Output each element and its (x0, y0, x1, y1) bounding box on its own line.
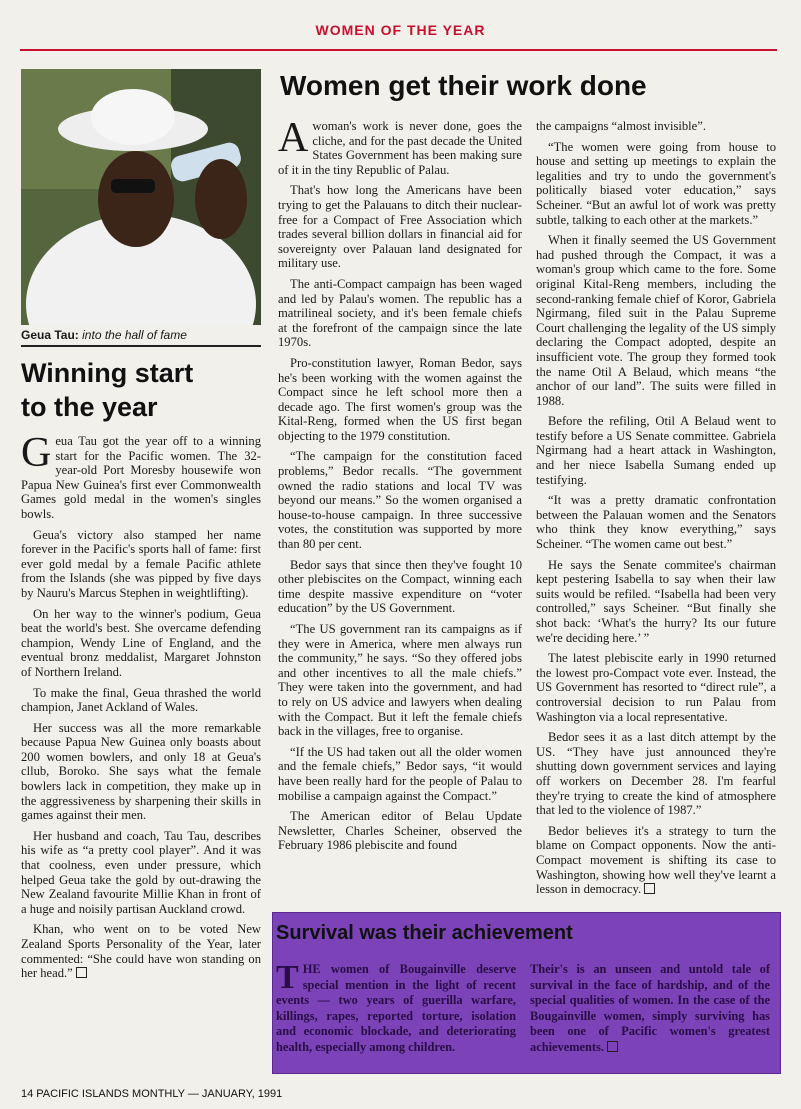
article-paragraph: The latest plebiscite early in 1990 returned the lowest pro-Compact vote ever. Instead, the US Government has resorted to “direct rule”, a controversial decision to run Palau from Washington via a local representative. (536, 651, 776, 724)
article-paragraph: Before the refiling, Otil A Belaud went to testify before a US Senate committee. Gabriela Ngirmang had a heart attack in Washington, and her niece Isabella Sumang ended up testifying. (536, 414, 776, 487)
end-mark-icon (76, 967, 87, 978)
sidebar-paragraph: On her way to the winner's podium, Geua beat the world's best. She overcame defending champion, Wendy Line of England, and the eventual bronz meddalist, Margaret Johnston of Northern Ireland. (21, 606, 261, 679)
article-paragraph: the campaigns “almost invisible”. (536, 119, 706, 133)
box-drop-cap: T (276, 959, 299, 996)
article-column-1 (278, 115, 522, 859)
section-header: WOMEN OF THE YEAR (315, 22, 486, 38)
article-paragraph: Bedor sees it as a last ditch attempt by the US. “They have just announced they're shutting down government services and laying off workers on December 28. I'm fearful they're trying to create the kind of atmosphere that led to the violence of 1987.” (536, 730, 776, 818)
article-paragraph: “The campaign for the constitution faced problems,” Bedor recalls. “The government owned the radio stations and local TV was beyond our means.” So the women organised a house-to-house campaign. In three successive votes, the constitution was supported by more than 80 per cent. (278, 449, 522, 552)
photo-caption (21, 328, 261, 342)
sidebar-body (21, 430, 261, 987)
article-drop-cap: A (278, 115, 309, 161)
sidebar-paragraph: To make the final, Geua thrashed the world champion, Janet Ackland of Wales. (21, 685, 261, 715)
article-paragraph: Bedor believes it's a strategy to turn the blame on Compact opponents. Now the anti-Compact movement is shifting its case to Washington, showing how well they've learnt a lesson in democracy. (536, 823, 776, 897)
article-paragraph: He says the Senate commitee's chairman kept pestering Isabella to say when their law suits would be refiled. “Isabella had been very controlled,” says Scheiner. “But finally she shot back: ‘What's the hurry? Its our future we're deciding here.’ ” (536, 557, 776, 645)
photo-geua-tau (21, 69, 261, 325)
box-headline: Survival was their achievement (276, 922, 573, 944)
article-paragraph: “The women were going from house to house and setting up meetings to explain the legalities and try to undo the government's politically biased voter education,” says Scheiner. “But an awful lot of work was pretty subtle, talking to each other at the markets.” (536, 139, 776, 227)
article-paragraph: “If the US had taken out all the older women and the female chiefs,” Bedor says, “it would have been really hard for the people of Palau to mobilise a campaign against the Compact.” (278, 744, 522, 803)
sidebar-paragraph: Geua's victory also stamped her name forever in the Pacific's sports hall of fame: first ever gold medal by a female Pacific athlete from the Islands (she was pipped by five days by Nauru's Marcus Stephen in weightlifting). (21, 527, 261, 600)
caption-name: Geua Tau: (21, 328, 79, 342)
article-paragraph: The anti-Compact campaign has been waged and led by Palau's women. The republic has a matrilineal society, and it's been female chiefs at the forefront of the campaign since the late 1970s. (278, 276, 522, 350)
article-headline: Women get their work done (280, 70, 647, 101)
box-column-1: THE women of Bougainville deserve special mention in the light of recent events — two years of guerilla warfare, killings, rapes, reported torture, isolation and economic blockade, and deteriorating health, especially among children. (276, 959, 516, 1054)
sidebar-paragraph: Geua Tau got the year off to a winning start for the Pacific women. The 32-year-old Port Moresby housewife won Papua New Guinea's first ever Commonwealth Games gold medal in the women's singles bowls. (21, 430, 261, 521)
sidebar-headline-line2: to the year (21, 392, 158, 422)
caption-text: into the hall of fame (82, 328, 187, 342)
page-footer: 14 PACIFIC ISLANDS MONTHLY — JANUARY, 1991 (21, 1088, 283, 1100)
caption-rule (21, 345, 261, 347)
article-paragraph: Bedor says that since then they've fought 10 other plebiscites on the Compact, winning each time despite massive expenditure on “voter education” by the US Government. (278, 557, 522, 616)
sidebar-drop-cap: G (21, 430, 52, 476)
article-paragraph: The American editor of Belau Update Newsletter, Charles Scheiner, observed the February 1986 plebiscite and found (278, 809, 522, 853)
sidebar-headline (21, 356, 261, 424)
article-paragraph: Pro-constitution lawyer, Roman Bedor, says he's been working with the women against the Compact since he left school more then a decade ago. The first women's group was the Kital-Reng, formed when the US first began objecting to the 1979 constitution. (278, 355, 522, 443)
article-paragraph: “It was a pretty dramatic confrontation between the Palauan women and the Senators who think they know everything,” says Scheiner. “The women came out best.” (536, 493, 776, 552)
article-paragraph: When it finally seemed the US Government had pushed through the Compact, it was a woman's group which came to the fore. Some original Kital-Reng members, including the second-ranking female chief of Koror, Gabriela Ngirmang, filed suit in the Palau Supreme Court challenging the legality of the US simply declaring the Compact adopted, despite an insufficient vote. The group they formed took the name Otil A Belaud, which means “the anchor of our land”. The suits were filled in 1988. (536, 233, 776, 408)
article-paragraph: That's how long the Americans have been trying to get the Palauans to ditch their nuclear-free for a Compact of Free Association which trades several billion dollars in financial aid for sovereignty over Palauan land designated for military use. (278, 183, 522, 271)
end-mark-icon (607, 1041, 618, 1052)
sidebar-paragraph: Her husband and coach, Tau Tau, describes his wife as “a pretty cool player”. And it was that coolness, even under pressure, which helped Geua take the gold by out-drawing the New Zealand favourite Millie Khan in front of a huge and noisily partisan Auckland crowd. (21, 828, 261, 916)
sidebar-paragraph: Her success was all the more remarkable because Papua New Guinea only boasts about 200 women bowlers, and only 18 at Geua's cllub, Boroko. She says what the female bowlers lack in competition, they make up in the aggressiveness by sharpening their skills in games against their men. (21, 720, 261, 823)
header-rule (20, 49, 777, 51)
sidebar-paragraph: Khan, who went on to be voted New Zealand Sports Personality of the Year, later commented: “She could have won standing on her head.” (21, 922, 261, 981)
article-paragraph: A woman's work is never done, goes the cliche, and for the past decade the United States Government has been making sure of it in the tiny Republic of Palau. (278, 115, 522, 177)
article-paragraph: “The US government ran its campaigns as if they were in America, where men always run the community,” he says. “So they offered jobs and other incentives to all the male chiefs.” They were taken into the government, and had to rely on US advice and lawyers when dealing with the Compact. But it left the female chiefs back in the villages, free to organise. (278, 622, 522, 739)
article-column-2 (536, 119, 776, 903)
portrait-illustration (21, 69, 261, 325)
sidebar-headline-line1: Winning start (21, 358, 194, 388)
box-column-2: Their's is an unseen and untold tale of survival in the face of hardship, and of the special qualities of women. In the case of the Bougainville women, simply surviving has been one of Pacific women's greatest achievements. (530, 962, 770, 1054)
end-mark-icon (644, 883, 655, 894)
